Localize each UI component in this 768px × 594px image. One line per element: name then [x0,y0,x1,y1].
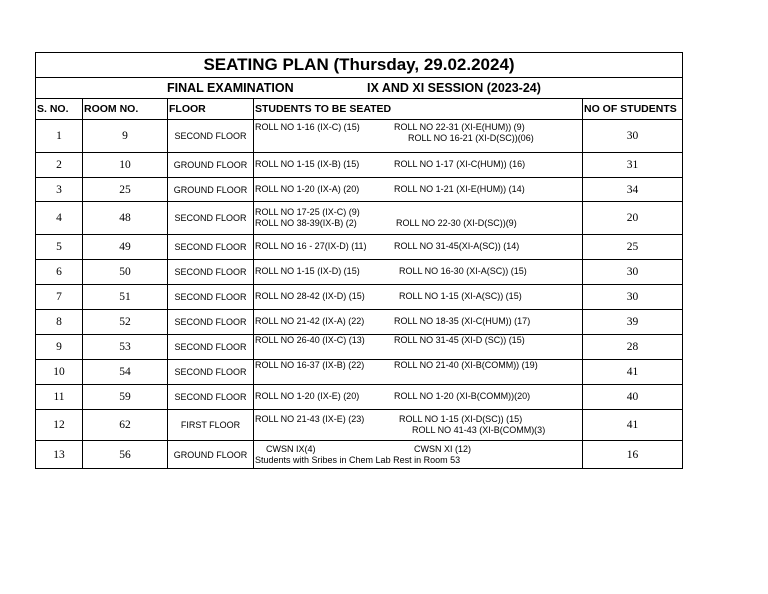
students-line: ROLL NO 16-37 (IX-B) (22) [255,360,365,370]
students-cell [254,178,583,202]
table-row [36,385,683,410]
students-line: ROLL NO 41-43 (XI-B(COMM)(3) [412,425,546,435]
students-line: ROLL NO 1-15 (XI-A(SC)) (15) [399,291,522,301]
students-line: ROLL NO 21-40 (XI-B(COMM)) (19) [394,360,538,370]
session-label: IX AND XI SESSION (2023-24) [367,81,541,95]
students-line: ROLL NO 1-16 (IX-C) (15) [255,122,360,132]
students-line: ROLL NO 16-21 (XI-D(SC))(06) [408,133,534,143]
student-count: 34 [583,178,683,202]
students-line: ROLL NO 1-21 (XI-E(HUM)) (14) [394,184,525,194]
students-line: ROLL NO 16 - 27(IX-D) (11) [255,241,367,251]
serial-number: 11 [36,385,83,410]
floor-name: SECOND FLOOR [168,202,254,235]
floor-name: SECOND FLOOR [168,360,254,385]
table-row [36,202,683,235]
floor-name: GROUND FLOOR [168,178,254,202]
exam-name: FINAL EXAMINATION [167,81,294,95]
student-count: 41 [583,360,683,385]
table-row [36,335,683,360]
students-cell [254,385,583,410]
room-number: 54 [83,360,168,385]
table-row [36,285,683,310]
students-line: Students with Sribes in Chem Lab Rest in Room 53 [255,455,461,465]
students-cell [254,235,583,260]
floor-name: SECOND FLOOR [168,285,254,310]
student-count: 40 [583,385,683,410]
floor-name: FIRST FLOOR [168,410,254,441]
serial-number: 5 [36,235,83,260]
student-count: 30 [583,120,683,153]
students-cell [254,410,583,441]
floor-name: SECOND FLOOR [168,335,254,360]
table-row [36,360,683,385]
subtitle-row [36,78,683,99]
students-cell [254,335,583,360]
room-number: 25 [83,178,168,202]
students-line: ROLL NO 31-45 (XI-D (SC)) (15) [394,335,525,345]
serial-number: 13 [36,441,83,469]
students-line: ROLL NO 38-39(IX-B) (2) [255,218,357,228]
table-row [36,178,683,202]
seating-plan-table [35,52,683,469]
serial-number: 12 [36,410,83,441]
serial-number: 10 [36,360,83,385]
students-line: ROLL NO 1-15 (IX-B) (15) [255,159,360,169]
students-line: ROLL NO 22-30 (XI-D(SC))(9) [396,218,517,228]
header-students: STUDENTS TO BE SEATED [254,99,583,120]
students-line: ROLL NO 21-43 (IX-E) (23) [255,414,365,424]
floor-name: SECOND FLOOR [168,385,254,410]
students-line: ROLL NO 1-20 (IX-E) (20) [255,391,360,401]
students-cell [254,360,583,385]
students-line: CWSN XI (12) [414,444,472,454]
room-number: 9 [83,120,168,153]
serial-number: 8 [36,310,83,335]
students-line: ROLL NO 17-25 (IX-C) (9) [255,207,360,217]
seating-plan-sheet [35,52,682,469]
students-line: ROLL NO 16-30 (XI-A(SC)) (15) [399,266,527,276]
table-row [36,410,683,441]
serial-number: 6 [36,260,83,285]
floor-name: SECOND FLOOR [168,235,254,260]
student-count: 16 [583,441,683,469]
table-header [36,99,683,120]
serial-number: 4 [36,202,83,235]
room-number: 56 [83,441,168,469]
page-title: SEATING PLAN (Thursday, 29.02.2024) [36,53,683,78]
table-row [36,441,683,469]
table-row [36,260,683,285]
students-cell [254,310,583,335]
student-count: 30 [583,285,683,310]
students-line: ROLL NO 18-35 (XI-C(HUM)) (17) [394,316,531,326]
floor-name: GROUND FLOOR [168,153,254,178]
students-line: ROLL NO 1-15 (IX-D) (15) [255,266,360,276]
students-line: ROLL NO 28-42 (IX-D) (15) [255,291,365,301]
students-cell [254,285,583,310]
students-line: CWSN IX(4) [266,444,316,454]
students-line: ROLL NO 1-15 (XI-D(SC)) (15) [399,414,523,424]
floor-name: SECOND FLOOR [168,120,254,153]
serial-number: 9 [36,335,83,360]
room-number: 49 [83,235,168,260]
students-line: ROLL NO 1-20 (IX-A) (20) [255,184,360,194]
student-count: 20 [583,202,683,235]
header-room: ROOM NO. [83,99,168,120]
students-cell [254,202,583,235]
header-count: NO OF STUDENTS [583,99,683,120]
students-line: ROLL NO 1-17 (XI-C(HUM)) (16) [394,159,526,169]
table-row [36,310,683,335]
student-count: 39 [583,310,683,335]
header-floor: FLOOR [168,99,254,120]
room-number: 59 [83,385,168,410]
students-line: ROLL NO 26-40 (IX-C) (13) [255,335,365,345]
floor-name: GROUND FLOOR [168,441,254,469]
room-number: 52 [83,310,168,335]
students-line: ROLL NO 31-45(XI-A(SC)) (14) [394,241,520,251]
table-row [36,235,683,260]
room-number: 10 [83,153,168,178]
room-number: 48 [83,202,168,235]
serial-number: 2 [36,153,83,178]
students-cell [254,260,583,285]
room-number: 50 [83,260,168,285]
students-line: ROLL NO 1-20 (XI-B(COMM))(20) [394,391,531,401]
student-count: 31 [583,153,683,178]
students-cell [254,120,583,153]
table-row [36,153,683,178]
serial-number: 1 [36,120,83,153]
table-row [36,120,683,153]
room-number: 62 [83,410,168,441]
student-count: 28 [583,335,683,360]
floor-name: SECOND FLOOR [168,260,254,285]
room-number: 53 [83,335,168,360]
floor-name: SECOND FLOOR [168,310,254,335]
serial-number: 3 [36,178,83,202]
serial-number: 7 [36,285,83,310]
room-number: 51 [83,285,168,310]
students-line: ROLL NO 22-31 (XI-E(HUM)) (9) [394,122,525,132]
students-line: ROLL NO 21-42 (IX-A) (22) [255,316,365,326]
student-count: 41 [583,410,683,441]
students-cell [254,153,583,178]
student-count: 30 [583,260,683,285]
students-cell [254,441,583,469]
student-count: 25 [583,235,683,260]
header-sno: S. NO. [36,99,83,120]
